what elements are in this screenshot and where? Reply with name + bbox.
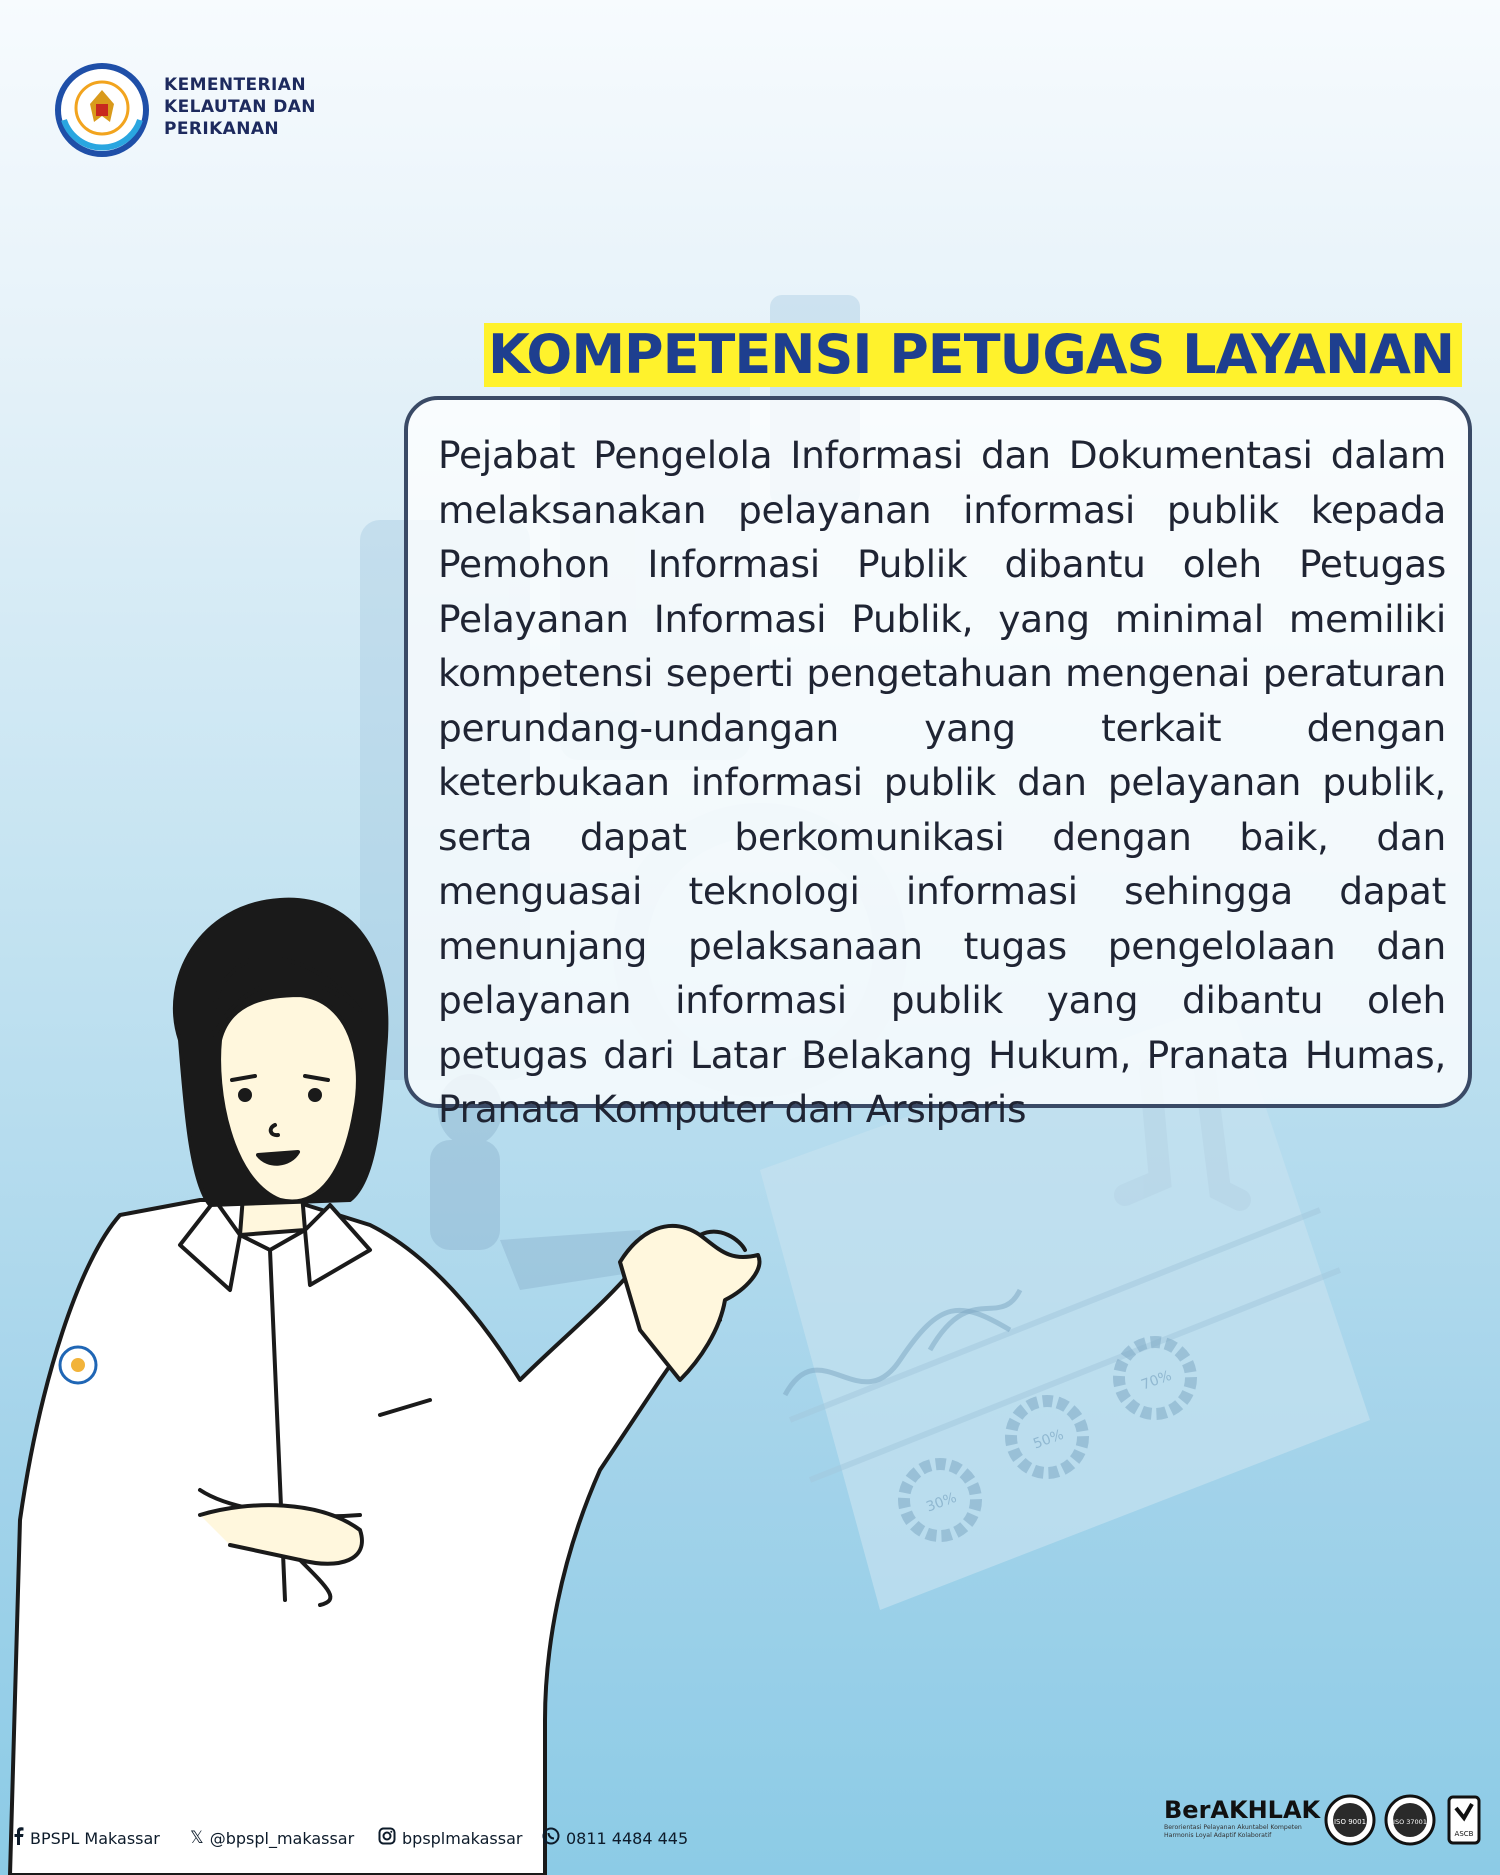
ministry-line-2: KELAUTAN DAN <box>164 97 316 117</box>
ministry-name <box>164 74 316 140</box>
instagram-handle: bpsplmakassar <box>402 1828 523 1848</box>
svg-text:ASCB: ASCB <box>1454 1830 1474 1838</box>
donut-label-70: 70% <box>1139 1367 1174 1394</box>
footer-whatsapp[interactable] <box>542 1826 688 1850</box>
whatsapp-icon <box>542 1827 560 1849</box>
iso-9001-badge-icon <box>1324 1794 1376 1846</box>
berakhlak-sub-2: Harmonis Loyal Adaptif Kolaboratif <box>1164 1832 1272 1839</box>
body-paragraph: Pejabat Pengelola Informasi dan Dokumentasi dalam melaksanakan pelayanan informasi publik kepada Pemohon Informasi Publik dibantu oleh Petugas Pelayanan Informasi Publik, yang minimal memiliki kompetensi seperti pengetahuan mengenai peraturan perundang-undangan yang terkait dengan keterbukaan informasi publik dan pelayanan publik, serta dapat berkomunikasi dengan baik, dan menguasai teknologi informasi sehingga dapat menunjang pelaksanaan tugas pengelolaan dan pelayanan informasi publik yang dibantu oleh petugas dari Latar Belakang Hukum, Pranata Humas, Pranata Komputer dan Arsiparis <box>438 433 1446 1131</box>
footer-instagram[interactable] <box>378 1826 522 1850</box>
footer-x[interactable] <box>190 1826 354 1850</box>
svg-text:ISO 9001: ISO 9001 <box>1333 1818 1367 1826</box>
iso-37001-badge-icon <box>1384 1794 1436 1846</box>
facebook-handle: BPSPL Makassar <box>30 1828 160 1848</box>
info-card <box>404 396 1472 1131</box>
x-icon: 𝕏 <box>190 1828 204 1848</box>
berakhlak-sub-1: Berorientasi Pelayanan Akuntabel Kompeten <box>1164 1824 1302 1831</box>
whatsapp-number: 0811 4484 445 <box>566 1828 689 1848</box>
facebook-icon <box>14 1827 24 1849</box>
ministry-line-1: KEMENTERIAN <box>164 75 306 95</box>
berakhlak-title: BerAKHLAK <box>1164 1796 1321 1824</box>
x-handle: @bpspl_makassar <box>209 1828 355 1848</box>
ascb-badge-icon <box>1446 1794 1482 1846</box>
sleeve-logo-icon <box>60 1347 96 1383</box>
page-title: KOMPETENSI PETUGAS LAYANAN <box>484 323 1462 387</box>
footer-facebook[interactable] <box>14 1826 160 1850</box>
svg-text:ISO 37001: ISO 37001 <box>1393 1818 1427 1826</box>
donut-label-30: 30% <box>924 1489 959 1516</box>
instagram-icon <box>378 1827 396 1849</box>
berakhlak-logo <box>1164 1796 1324 1846</box>
donut-label-50: 50% <box>1031 1426 1066 1453</box>
ministry-line-3: PERIKANAN <box>164 119 280 139</box>
ministry-logo-icon <box>52 60 152 160</box>
